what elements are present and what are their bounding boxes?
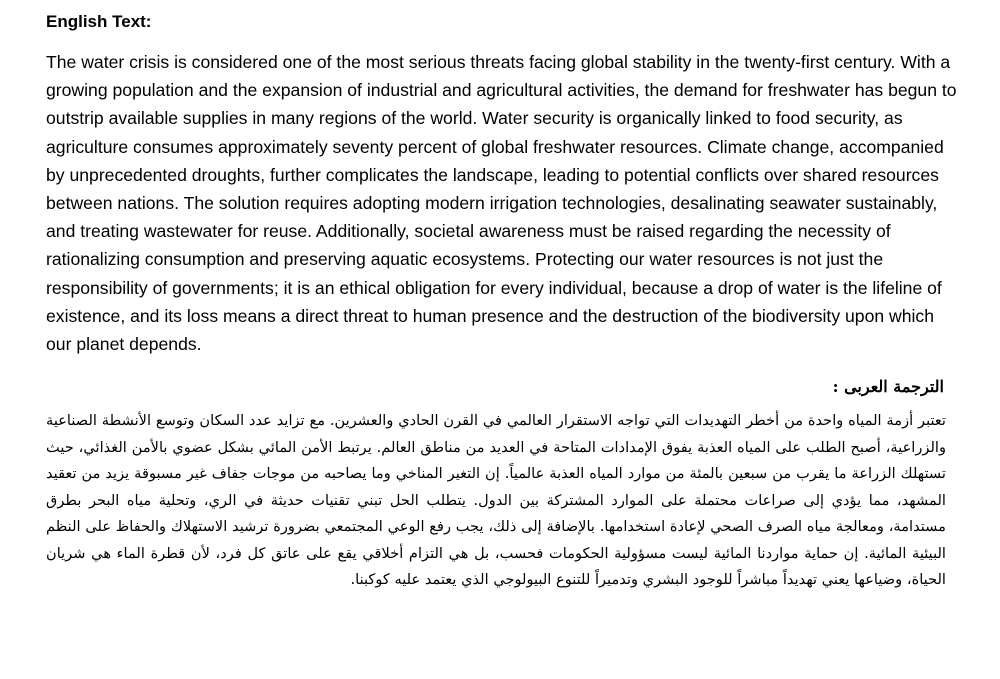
english-paragraph: The water crisis is considered one of the most serious threats facing global stability in the twenty-first century. With a growing population and the expansion of industrial and agricultural activities, the demand for freshwater has begun to outstrip available supplies in many regions of the world. Water security is organically linked to food security, as agriculture consumes approximately seventy percent of global freshwater resources. Climate change, accompanied by unprecedented droughts, further complicates the landscape, leading to potential conflicts over shared resources between nations. The solution requires adopting modern irrigation technologies, desalinating seawater sustainably, and treating wastewater for reuse. Additionally, societal awareness must be raised regarding the necessity of rationalizing consumption and preserving aquatic ecosystems. Protecting our water resources is not just the responsibility of governments; it is an ethical obligation for every individual, because a drop of water is the lifeline of existence, and its loss means a direct threat to human presence and the destruction of the biodiversity upon which our planet depends. — [46, 52, 957, 355]
english-heading: English Text: — [46, 12, 152, 31]
arabic-heading: الترجمة العربى : — [832, 377, 944, 397]
arabic-paragraph: تعتبر أزمة المياه واحدة من أخطر التهديدات التي تواجه الاستقرار العالمي في القرن الحادي والعشرين. مع تزايد عدد السكان وتوسع الأنشطة الصناعية والزراعية، أصبح الطلب على المياه العذبة يفوق الإمدادات المتاحة في العديد من مناطق العالم. يرتبط الأمن المائي بشكل عضوي بالأمن الغذائي، حيث تستهلك الزراعة ما يقرب من سبعين بالمئة من موارد المياه العذبة عالمياً. إن التغير المناخي وما يصاحبه من موجات جفاف غير مسبوقة يزيد من تعقيد المشهد، مما يؤدي إلى صراعات محتملة على الموارد المشتركة بين الدول. يتطلب الحل تبني تقنيات حديثة في الري، وتحلية مياه البحر بطرق مستدامة، ومعالجة مياه الصرف الصحي لإعادة استخدامها. بالإضافة إلى ذلك، يجب رفع الوعي المجتمعي بضرورة ترشيد الاستهلاك والحفاظ على النظم البيئية المائية. إن حماية مواردنا المائية ليست مسؤولية الحكومات فحسب، بل هي التزام أخلاقي يقع على عاتق كل فرد، لأن قطرة الماء هي شريان الحياة، وضياعها يعني تهديداً مباشراً للوجود البشري وتدميراً للتنوع البيولوجي الذي يعتمد عليه كوكبنا. — [46, 412, 946, 589]
document-page — [46, 8, 958, 594]
